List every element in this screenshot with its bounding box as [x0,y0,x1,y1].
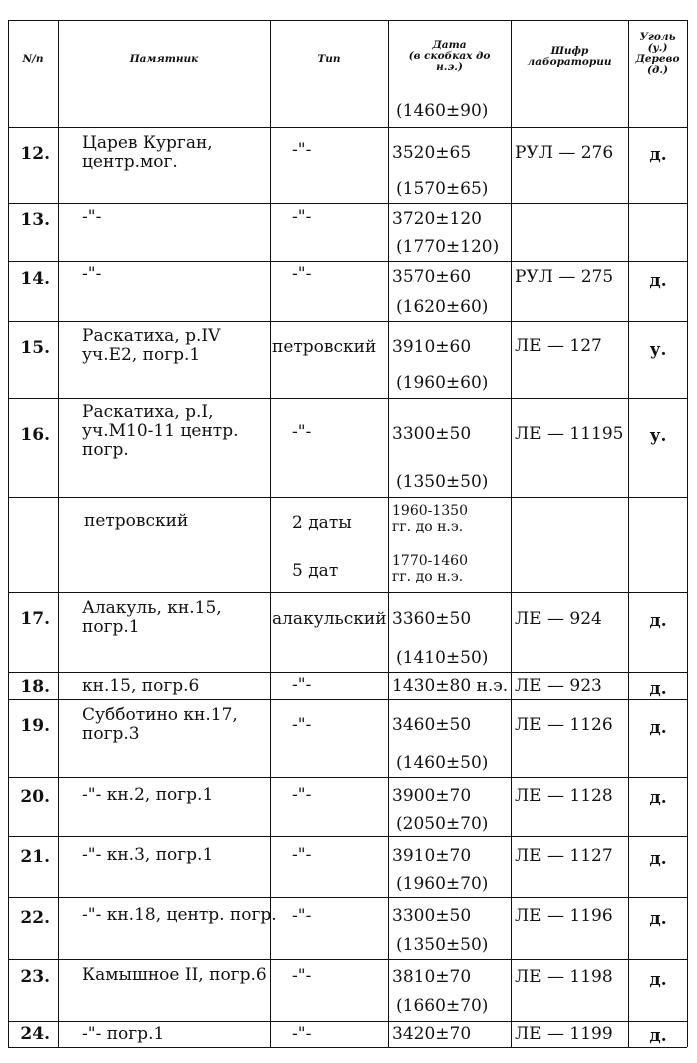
type-cell: -"- [292,675,312,695]
lab-cell: ЛЕ — 11195 [515,424,624,444]
type-cell: -"- [292,906,312,926]
date-cell: 3300±50 [392,906,472,926]
date-bc-cell: (1770±120) [396,237,500,257]
date-bc-cell: (1460±50) [396,753,489,773]
material-cell: д. [649,271,667,291]
row-number: 21. [20,847,50,867]
type-cell: -"- [292,422,312,442]
column-divider [628,20,629,1047]
date-cell: 3360±50 [392,609,472,629]
row-divider [8,203,687,204]
date-bc-cell: (1460±90) [396,101,489,121]
date-cell: 3460±50 [392,715,472,735]
row-divider [8,777,687,778]
lab-cell: ЛЕ — 1196 [515,906,613,926]
type-cell: алакульский [272,609,387,629]
lab-cell: ЛЕ — 1199 [515,1024,613,1044]
lab-cell: ЛЕ — 1128 [515,786,613,806]
row-divider [8,672,687,673]
type-cell: -"- [292,140,312,160]
date-bc-cell: (1960±70) [396,874,489,894]
date-cell: 1430±80 н.э. [392,676,509,696]
monument-cell: -"- [82,264,102,284]
date-bc-cell: (1660±70) [396,996,489,1016]
date-bc-cell: (1620±60) [396,297,489,317]
row-divider [8,592,687,593]
row-number: 23. [20,967,50,987]
summary-type-label: петровский [84,511,189,531]
monument-cell: Субботино кн.17, погр.3 [82,705,238,744]
material-cell: д. [649,909,667,929]
date-cell: 3720±120 [392,209,482,229]
material-cell: д. [649,679,667,699]
row-number: 20. [20,787,50,807]
date-cell: 3520±65 [392,143,472,163]
lab-cell: ЛЕ — 923 [515,676,602,696]
lab-cell: ЛЕ — 127 [515,336,602,356]
monument-cell: кн.15, погр.6 [82,676,200,696]
monument-cell: -"- кн.3, погр.1 [82,845,214,865]
material-cell: д. [649,788,667,808]
header-monument: Памятник [129,53,199,65]
date-bc-cell: (2050±70) [396,814,489,834]
table-bottom-border [8,1047,687,1048]
type-cell: -"- [292,966,312,986]
row-divider [8,699,687,700]
row-divider [8,1021,687,1022]
type-cell: -"- [292,785,312,805]
date-cell: 3900±70 [392,786,472,806]
date-cell: 3420±70 [392,1024,472,1044]
date-cell: 3570±60 [392,267,472,287]
row-divider [8,261,687,262]
type-cell: -"- [292,264,312,284]
summary-count: 5 дат [292,561,339,581]
material-cell: у. [649,340,667,360]
row-divider [8,127,687,128]
monument-cell: -"- [82,207,102,227]
row-divider [8,398,687,399]
lab-cell: ЛЕ — 1127 [515,846,613,866]
table-top-border [8,20,687,21]
lab-cell: РУЛ — 275 [515,267,614,287]
monument-cell: Царев Курган, центр.мог. [82,133,213,172]
row-number: 13. [20,210,50,230]
material-cell: д. [649,970,667,990]
monument-cell: -"- кн.18, центр. погр. [82,905,277,925]
type-cell: -"- [292,715,312,735]
type-cell: петровский [272,337,377,357]
row-divider [8,897,687,898]
date-bc-cell: (1350±50) [396,935,489,955]
material-cell: д. [649,849,667,869]
date-bc-cell: (1350±50) [396,472,489,492]
row-divider [8,959,687,960]
date-cell: 3300±50 [392,424,472,444]
summary-range: 1770-1460 гг. до н.э. [392,553,468,585]
material-cell: у. [649,426,667,446]
summary-range: 1960-1350 гг. до н.э. [392,503,468,535]
type-cell: -"- [292,1024,312,1044]
row-number: 16. [20,425,50,445]
header-type: Тип [317,53,341,65]
column-divider [8,20,9,1047]
date-bc-cell: (1570±65) [396,179,489,199]
date-bc-cell: (1410±50) [396,648,489,668]
type-cell: -"- [292,845,312,865]
row-number: 14. [20,269,50,289]
lab-cell: РУЛ — 276 [515,143,614,163]
row-number: 17. [20,609,50,629]
column-divider [270,20,271,1047]
header-lab: Шифр лаборатории [527,45,612,68]
row-number: 24. [20,1024,50,1044]
monument-cell: Камышное II, погр.6 [82,965,267,985]
header-date: Дата (в скобках до н.э.) [408,39,491,73]
monument-cell: -"- кн.2, погр.1 [82,785,214,805]
type-cell: -"- [292,207,312,227]
date-cell: 3910±60 [392,337,472,357]
monument-cell: -"- погр.1 [82,1024,165,1044]
date-cell: 3910±70 [392,846,472,866]
lab-cell: ЛЕ — 1126 [515,715,613,735]
summary-count: 2 даты [292,513,352,533]
lab-cell: ЛЕ — 1198 [515,967,613,987]
row-divider [8,836,687,837]
row-divider [8,497,687,498]
monument-cell: Раскатиха, р.I, уч.М10-11 центр. погр. [82,402,239,460]
header-num: N/n [22,53,44,65]
column-divider [511,20,512,1047]
date-cell: 3810±70 [392,967,472,987]
monument-cell: Раскатиха, р.IV уч.Е2, погр.1 [82,326,221,365]
date-bc-cell: (1960±60) [396,373,489,393]
lab-cell: ЛЕ — 924 [515,609,602,629]
row-divider [8,321,687,322]
header-material: Уголь (у.) Дерево (д.) [635,31,680,76]
material-cell: д. [649,1026,667,1046]
row-number: 19. [20,716,50,736]
monument-cell: Алакуль, кн.15, погр.1 [82,598,222,637]
row-number: 22. [20,908,50,928]
row-number: 15. [20,338,50,358]
row-number: 12. [20,144,50,164]
material-cell: д. [649,718,667,738]
column-divider [687,20,688,1047]
column-divider [58,20,59,1047]
material-cell: д. [649,145,667,165]
column-divider [388,20,389,1047]
material-cell: д. [649,611,667,631]
row-number: 18. [20,677,50,697]
